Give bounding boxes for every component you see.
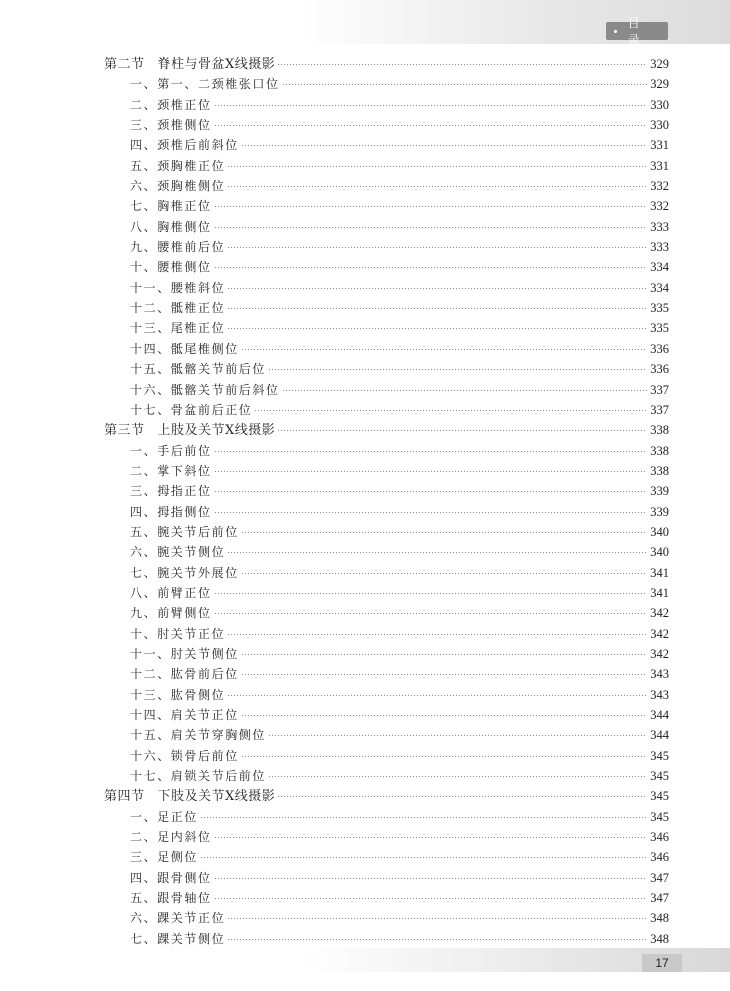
toc-section-row[interactable] [104, 54, 669, 74]
toc-item-row[interactable] [104, 278, 669, 298]
toc-entry-title: 上肢及关节X线摄影 [157, 423, 276, 439]
toc-item-row[interactable] [104, 176, 669, 196]
dot-leader [227, 939, 647, 940]
dot-leader [227, 288, 647, 289]
toc-entry-title: 八、前臂正位 [130, 585, 212, 600]
toc-item-row[interactable] [104, 115, 669, 135]
toc-section-row[interactable] [104, 786, 669, 806]
toc-item-row[interactable] [104, 624, 669, 644]
toc-item-row[interactable] [104, 725, 669, 745]
toc-item-row[interactable] [104, 135, 669, 155]
toc-page-number: 346 [650, 830, 669, 845]
toc-page-number: 348 [650, 911, 669, 926]
toc-item-row[interactable] [104, 257, 669, 277]
toc-entry-title: 四、颈椎后前斜位 [130, 138, 239, 153]
toc-entry-title: 十一、腰椎斜位 [130, 280, 226, 295]
toc-entry-title: 十四、骶尾椎侧位 [130, 341, 239, 356]
toc-item-row[interactable] [104, 461, 669, 481]
toc-page-number: 331 [650, 158, 669, 173]
toc-section-row[interactable] [104, 420, 669, 440]
toc-page-number: 340 [650, 524, 669, 539]
dot-leader [268, 735, 647, 736]
toc-entry-title: 十六、骶髂关节前后斜位 [130, 382, 280, 397]
toc-item-row[interactable] [104, 522, 669, 542]
toc-page-number: 332 [650, 199, 669, 214]
toc-entry-title: 十六、锁骨后前位 [130, 748, 239, 763]
toc-item-row[interactable] [104, 542, 669, 562]
toc-entry-title: 七、腕关节外展位 [130, 565, 239, 580]
toc-entry-title: 三、拇指正位 [130, 484, 212, 499]
dot-leader [227, 308, 647, 309]
toc-entry-title: 三、颈椎侧位 [130, 118, 212, 133]
dot-leader [227, 695, 647, 696]
toc-item-row[interactable] [104, 868, 669, 888]
toc-item-row[interactable] [104, 237, 669, 257]
toc-entry-title: 二、足内斜位 [130, 830, 212, 845]
toc-entry-title: 七、胸椎正位 [130, 199, 212, 214]
toc-item-row[interactable] [104, 807, 669, 827]
bullet-icon [614, 30, 617, 33]
toc-page-number: 347 [650, 870, 669, 885]
toc-item-row[interactable] [104, 563, 669, 583]
dot-leader [227, 186, 647, 187]
dot-leader [241, 532, 647, 533]
toc-page-number: 333 [650, 219, 669, 234]
toc-page-number: 330 [650, 97, 669, 112]
toc-item-row[interactable] [104, 196, 669, 216]
toc-item-row[interactable] [104, 481, 669, 501]
toc-entry-title: 十七、骨盆前后正位 [130, 402, 253, 417]
toc-entry-title: 二、颈椎正位 [130, 97, 212, 112]
toc-item-row[interactable] [104, 339, 669, 359]
dot-leader [282, 390, 647, 391]
toc-entry-title: 二、掌下斜位 [130, 463, 212, 478]
toc-page-number: 342 [650, 626, 669, 641]
toc-page-number: 338 [650, 443, 669, 458]
toc-section-number: 第二节 [104, 57, 145, 72]
toc-entry-title: 五、跟骨轴位 [130, 891, 212, 906]
dot-leader [214, 593, 647, 594]
toc-page-number: 336 [650, 341, 669, 356]
toc-page-number: 332 [650, 179, 669, 194]
toc-entry-title: 十七、肩锁关节后前位 [130, 769, 267, 784]
toc-entry-title: 六、踝关节正位 [130, 911, 226, 926]
toc-page-number: 334 [650, 280, 669, 295]
dot-leader [214, 512, 647, 513]
toc-item-row[interactable] [104, 685, 669, 705]
dot-leader [282, 84, 647, 85]
toc-entry-title: 下肢及关节X线摄影 [157, 789, 276, 805]
toc-entry-title: 十、腰椎侧位 [130, 260, 212, 275]
header-label: 目 录 [627, 16, 646, 47]
toc-entry-title: 十二、骶椎正位 [130, 301, 226, 316]
toc-entry-title: 九、前臂侧位 [130, 606, 212, 621]
toc-item-row[interactable] [104, 847, 669, 867]
toc-item-row[interactable] [104, 766, 669, 786]
toc-entry-title: 一、第一、二颈椎张口位 [130, 77, 280, 92]
dot-leader [227, 634, 647, 635]
dot-leader [227, 247, 647, 248]
toc-entry-title: 八、胸椎侧位 [130, 219, 212, 234]
toc-item-row[interactable] [104, 74, 669, 94]
toc-entry-title: 九、腰椎前后位 [130, 240, 226, 255]
toc-page-number: 342 [650, 606, 669, 621]
toc-entry-title: 四、拇指侧位 [130, 504, 212, 519]
dot-leader [227, 918, 647, 919]
toc-entry-title: 四、跟骨侧位 [130, 870, 212, 885]
toc-item-row[interactable] [104, 827, 669, 847]
dot-leader [214, 105, 647, 106]
toc-item-row[interactable] [104, 705, 669, 725]
toc-item-row[interactable] [104, 908, 669, 928]
toc-entry-title: 脊柱与骨盆X线摄影 [157, 57, 276, 72]
toc-entry-title: 一、手后前位 [130, 443, 212, 458]
toc-item-row[interactable] [104, 583, 669, 603]
dot-leader [214, 878, 647, 879]
dot-leader [268, 369, 647, 370]
toc-entry-title: 五、腕关节后前位 [130, 524, 239, 539]
toc-item-row[interactable] [104, 664, 669, 684]
toc-page-number: 343 [650, 667, 669, 682]
dot-leader [254, 410, 647, 411]
toc-entry-title: 六、腕关节侧位 [130, 545, 226, 560]
toc-page-number: 335 [650, 301, 669, 316]
toc-entry-title: 十五、骶髂关节前后位 [130, 362, 267, 377]
dot-leader [268, 776, 647, 777]
toc-item-row[interactable] [104, 95, 669, 115]
toc-item-row[interactable] [104, 502, 669, 522]
toc-entry-title: 十四、肩关节正位 [130, 708, 239, 722]
dot-leader [227, 328, 647, 329]
dot-leader [214, 227, 647, 228]
toc-item-row[interactable] [104, 746, 669, 766]
toc-item-row[interactable] [104, 888, 669, 908]
dot-leader [241, 145, 647, 146]
toc-entry-title: 十二、肱骨前后位 [130, 667, 239, 682]
toc-page-number: 344 [650, 728, 669, 743]
toc-page-number: 345 [650, 809, 669, 824]
dot-leader [241, 573, 647, 574]
toc-page-number: 337 [650, 402, 669, 417]
toc-page-number: 348 [650, 931, 669, 946]
toc-page-number: 339 [650, 484, 669, 499]
dot-leader [277, 64, 647, 65]
toc-page-number: 345 [650, 769, 669, 784]
toc-entry-title: 十三、尾椎正位 [130, 321, 226, 336]
toc-item-row[interactable] [104, 929, 669, 949]
header-tab [606, 16, 668, 47]
page-number: 17 [642, 954, 682, 972]
dot-leader [214, 471, 647, 472]
dot-leader [214, 206, 647, 207]
toc-page-number: 346 [650, 850, 669, 865]
toc-page-number: 344 [650, 708, 669, 722]
toc-page-number: 345 [650, 789, 669, 804]
toc-page-number: 330 [650, 118, 669, 133]
dot-leader [214, 491, 647, 492]
toc-page-number: 341 [650, 585, 669, 600]
dot-leader [241, 654, 647, 655]
dot-leader [214, 837, 647, 838]
toc-entry-title: 六、颈胸椎侧位 [130, 179, 226, 194]
toc-item-row[interactable] [104, 380, 669, 400]
dot-leader [241, 756, 647, 757]
toc-section-number: 第三节 [104, 423, 145, 439]
toc-page-number: 339 [650, 504, 669, 519]
dot-leader [277, 796, 647, 797]
toc-entry-title: 十一、肘关节侧位 [130, 646, 239, 661]
toc-page-number: 342 [650, 646, 669, 661]
toc-item-row[interactable] [104, 603, 669, 623]
toc-item-row[interactable] [104, 400, 669, 420]
toc-page-number: 337 [650, 382, 669, 397]
toc-item-row[interactable] [104, 298, 669, 318]
dot-leader [227, 552, 647, 553]
toc-page-number: 338 [650, 423, 669, 438]
toc-item-row[interactable] [104, 441, 669, 461]
toc-item-row[interactable] [104, 359, 669, 379]
toc-entry-title: 三、足侧位 [130, 850, 199, 865]
toc-entry-title: 一、足正位 [130, 809, 199, 824]
dot-leader [241, 674, 647, 675]
dot-leader [200, 857, 647, 858]
toc-item-row[interactable] [104, 156, 669, 176]
toc-page-number: 329 [650, 77, 669, 92]
toc-page-number: 334 [650, 260, 669, 275]
toc-entry-title: 十、肘关节正位 [130, 626, 226, 641]
dot-leader [241, 715, 647, 716]
toc-item-row[interactable] [104, 318, 669, 338]
dot-leader [241, 349, 647, 350]
dot-leader [214, 613, 647, 614]
toc-page-number: 335 [650, 321, 669, 336]
toc-page-number: 331 [650, 138, 669, 153]
toc-page-number: 336 [650, 362, 669, 377]
toc-page-number: 341 [650, 565, 669, 580]
toc-item-row[interactable] [104, 644, 669, 664]
toc-entry-title: 七、踝关节侧位 [130, 931, 226, 946]
toc-page-number: 340 [650, 545, 669, 560]
dot-leader [227, 166, 647, 167]
toc-section-number: 第四节 [104, 789, 145, 805]
dot-leader [214, 267, 647, 268]
dot-leader [277, 430, 647, 431]
dot-leader [214, 125, 647, 126]
toc-page-number: 343 [650, 687, 669, 702]
toc-item-row[interactable] [104, 217, 669, 237]
toc-entry-title: 五、颈胸椎正位 [130, 158, 226, 173]
toc-page-number: 329 [650, 57, 669, 71]
toc-page-number: 333 [650, 240, 669, 255]
table-of-contents [104, 54, 669, 949]
toc-entry-title: 十三、肱骨侧位 [130, 687, 226, 702]
toc-page-number: 345 [650, 748, 669, 763]
toc-entry-title: 十五、肩关节穿胸侧位 [130, 728, 267, 743]
dot-leader [214, 898, 647, 899]
dot-leader [200, 817, 647, 818]
dot-leader [214, 451, 647, 452]
toc-page-number: 338 [650, 463, 669, 478]
toc-page-number: 347 [650, 891, 669, 906]
